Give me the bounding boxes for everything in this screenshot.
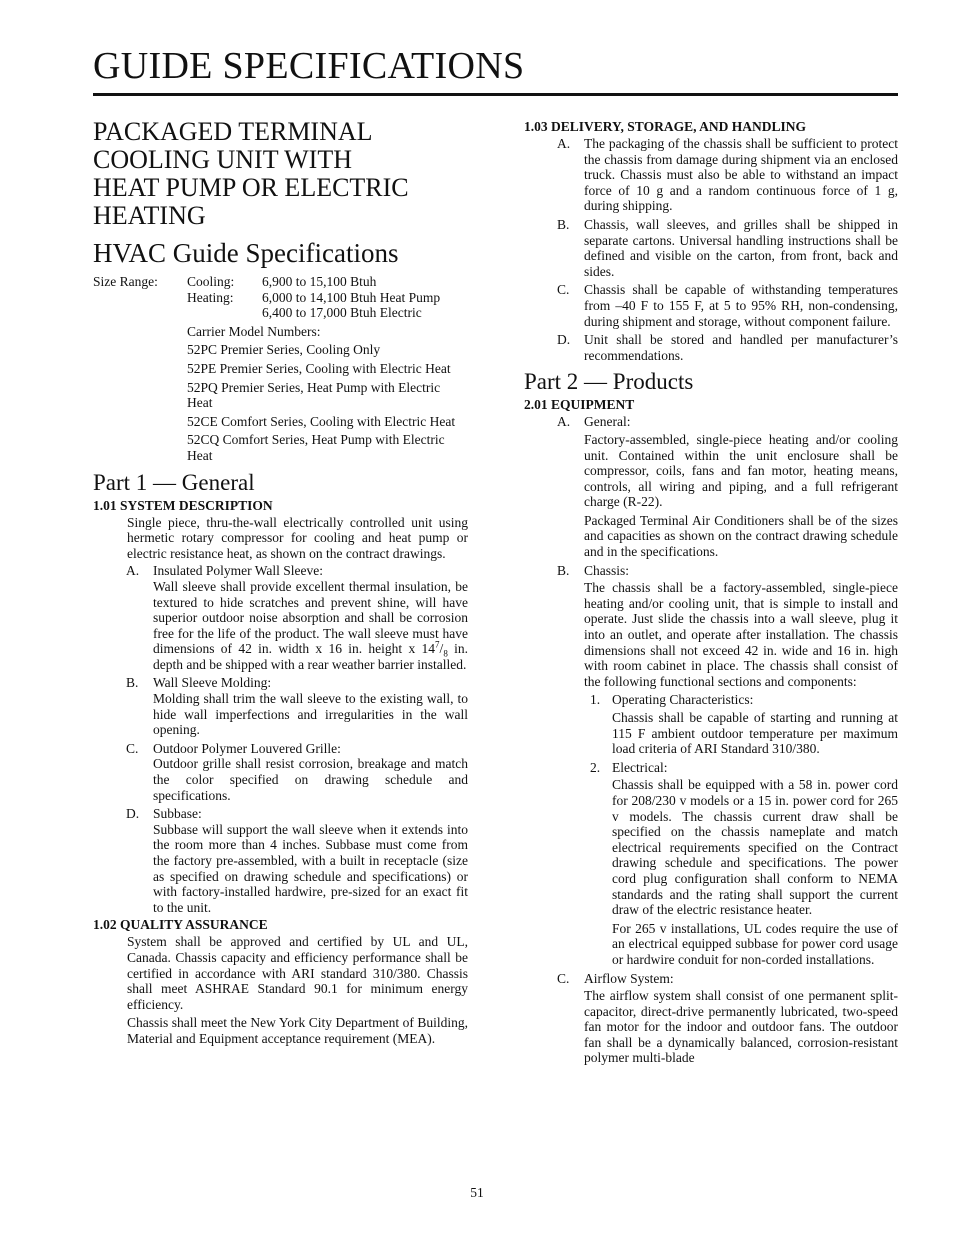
item-text: Chassis, wall sleeves, and grilles shall be shipped in separate cartons. Universal handling instructions shall be defined and visible on the carton, from front, back and sides. (584, 216, 898, 279)
item-103-b (524, 217, 898, 279)
item-201-c-text: The airflow system shall consist of one permanent split-capacitor, direct-drive permanently lubricated, two-speed fan motor for the indoor and outdoor fans. The outdoor fan shall be a dynamically balanced, corrosion-resistant polymer multi-blade (584, 988, 898, 1066)
heating-value-electric: 6,400 to 17,000 Btuh Electric (262, 305, 422, 321)
item-201-b1-text: Chassis shall be capable of starting and running at 115 F ambient outdoor temperature per maximum load criteria of ARI Standard 310/380. (612, 710, 898, 757)
item-201-b2-p1: Chassis shall be equipped with a 58 in. power cord for 208/230 v models or a 15 in. power cord for 265 v models. The chassis current draw shall be specified on the chassis nameplate and match electrical requirements specified on the Contract drawing schedule and specifications. The power cord plug configuration shall conform to NEMA standards and the rating shall support the current draw of the electric resistance heater. (612, 777, 898, 918)
item-201-b2-p2: For 265 v installations, UL codes require the use of an electrical equipped subbase for power cord usage or hardwire conduit for non-corded installations. (612, 920, 898, 967)
item-label: A. (557, 414, 571, 430)
item-101-c-text: Outdoor grille shall resist corrosion, breakage and match the color specified on drawing schedule and specifications. (153, 756, 468, 803)
part1-heading: Part 1 — General (93, 469, 255, 495)
item-title: Electrical: (612, 759, 668, 775)
item-101-b-text: Molding shall trim the wall sleeve to the existing wall, to hide wall imperfections and irregularities in the wall opening. (153, 691, 468, 738)
item-201-a-p2: Packaged Terminal Air Conditioners shall be of the sizes and capacities as shown on the contract drawing schedule and in the specifications. (584, 512, 898, 560)
section-103-heading: 1.03 DELIVERY, STORAGE, AND HANDLING (524, 119, 806, 134)
fraction-numerator: 7 (435, 639, 440, 650)
model-numbers-heading: Carrier Model Numbers: (187, 323, 321, 339)
right-column (524, 117, 898, 1066)
item-title: Insulated Polymer Wall Sleeve: (153, 563, 324, 579)
cooling-key: Cooling: (187, 274, 235, 289)
item-title: Outdoor Polymer Louvered Grille: (153, 740, 341, 756)
item-201-a-p1: Factory-assembled, single-piece heating and/or cooling unit. Contained within the unit enclosure shall be compressor, coils, fans and fan motor, heating means, controls, all wiring and piping, and a full refrigerant charge (R-22). (584, 431, 898, 510)
item-label: C. (557, 970, 570, 986)
document-heading-line: HEAT PUMP OR ELECTRIC (93, 173, 409, 202)
model-numbers (93, 324, 468, 464)
item-text: Unit shall be stored and handled per manufacturer’s recommendations. (584, 332, 898, 363)
document-heading (93, 118, 468, 230)
item-title: Wall Sleeve Molding: (153, 675, 272, 691)
item-101-a-text-end: in. depth and be shipped with a rear weather barrier installed. (153, 641, 468, 672)
item-title: Chassis: (584, 562, 630, 578)
item-101-d-text: Subbase will support the wall sleeve when it extends into the room more than 4 inches. Subbase must come from the factory pre-assembled, with a built in receptacle (size as specified on drawing schedule and specifications) or with factory-installed hardwire, pre-sized for an exact fit to the unit. (153, 821, 468, 915)
item-103-a (524, 136, 898, 214)
heating-value-heat-pump: 6,000 to 14,100 Btuh Heat Pump (262, 289, 441, 305)
item-label: B. (557, 562, 570, 578)
document-heading-line: HEATING (93, 201, 206, 230)
title-rule (93, 93, 898, 96)
item-101-d-title (93, 806, 468, 822)
item-label: D. (126, 806, 140, 822)
item-201-b2-title (524, 760, 898, 776)
document-heading-line: PACKAGED TERMINAL (93, 117, 373, 146)
item-201-b1-title (524, 692, 898, 708)
section-102-p1: System shall be approved and certified by UL and UL, Canada. Chassis capacity and efficiency performance shall be certified in accordance with ARI standard 310/380. Chassis shall meet ASHRAE Standard 90.1 for minimum energy efficiency. (127, 934, 468, 1012)
model-item: 52PE Premier Series, Cooling with Electric Heat (187, 360, 451, 376)
page-number: 51 (470, 1185, 484, 1200)
item-201-b-title (524, 563, 898, 579)
model-item: 52PC Premier Series, Cooling Only (187, 342, 381, 358)
left-column (93, 108, 468, 1047)
fraction-denominator: 8 (443, 648, 448, 659)
item-label: A. (557, 136, 571, 151)
item-201-b-text: The chassis shall be a factory-assembled, single-piece heating and/or cooling unit, that is simple to install and operate. Just slide the chassis into a wall sleeve, plug it into an outlet, and operate after installation. The chassis dimensions shall not exceed 42 in. wide and 16 in. high with room cabinet in place. The chassis shall consist of the following functional sections and components: (584, 580, 898, 689)
item-201-c-title (524, 971, 898, 987)
item-text: The packaging of the chassis shall be sufficient to protect the chassis from damage during shipment via an enclosed truck. Chassis must also be able to withstand an impact force of 10 g and a random continuous force of 1 g, during shipping. (584, 136, 898, 214)
section-102-heading: 1.02 QUALITY ASSURANCE (93, 917, 268, 933)
model-item: 52CQ Comfort Series, Heat Pump with Electric Heat (187, 432, 445, 463)
document-subheading: HVAC Guide Specifications (93, 238, 399, 268)
item-103-d (524, 332, 898, 363)
item-101-a-text-start: Wall sleeve shall provide excellent thermal insulation, be textured to hide scratches and prevent shine, will have superior outdoor noise absorption and shall be corrosion free for the life of the product. The wall sleeve must have dimensions of 42 in. width x 16 in. height x 14 (153, 578, 468, 657)
item-label: B. (557, 216, 570, 232)
page-title: GUIDE SPECIFICATIONS (93, 45, 525, 87)
size-range-label: Size Range: (93, 274, 158, 289)
item-label: B. (126, 675, 139, 691)
item-101-c-title (93, 741, 468, 757)
item-label: D. (557, 332, 571, 348)
model-item: 52PQ Premier Series, Heat Pump with Electric Heat (187, 379, 441, 411)
item-title: Subbase: (153, 806, 202, 822)
item-title: Airflow System: (584, 970, 674, 986)
document-heading-line: COOLING UNIT WITH (93, 145, 352, 174)
cooling-value: 6,900 to 15,100 Btuh (262, 274, 377, 289)
item-101-b-title (93, 675, 468, 691)
section-102-p2: Chassis shall meet the New York City Department of Building, Material and Equipment acceptance requirement (MEA). (127, 1015, 468, 1046)
size-row-heating (93, 290, 468, 306)
item-title: Operating Characteristics: (612, 692, 754, 708)
part2-heading: Part 2 — Products (524, 369, 694, 395)
size-range-table (93, 274, 468, 321)
item-label: C. (126, 740, 139, 756)
item-101-a-text: Wall sleeve shall provide excellent thermal insulation, be textured to hide scratches and prevent shine, will have superior outdoor noise absorption and shall be corrosion free for the life of the product. The wall sleeve must have dimensions of 42 in. width x 16 in. height x $14^7/_8$ in. depth and be shipped with a rear weather barrier installed. (153, 578, 468, 672)
item-103-c (524, 282, 898, 329)
item-label: A. (126, 563, 140, 579)
heating-key: Heating: (187, 289, 234, 305)
model-item: 52CE Comfort Series, Cooling with Electric Heat (187, 413, 456, 429)
item-label: 2. (590, 759, 601, 775)
item-101-a-title (93, 563, 468, 579)
item-201-a-title (524, 414, 898, 430)
item-text: Chassis shall be capable of withstanding temperatures from –40 F to 155 F, at 5 to 95% RH, non-condensing, during shipment and storage, without component failure. (584, 282, 898, 329)
item-title: General: (584, 414, 631, 430)
item-label: C. (557, 282, 570, 298)
section-101-heading: 1.01 SYSTEM DESCRIPTION (93, 497, 273, 513)
size-row-cooling (93, 274, 468, 290)
section-201-heading: 2.01 EQUIPMENT (524, 397, 635, 413)
item-label: 1. (590, 692, 601, 708)
size-row-heating-electric (93, 305, 468, 321)
section-101-intro: Single piece, thru-the-wall electrically controlled unit using hermetic rotary compressor for cooling and heat pump or electric resistance heat, as shown on the contract drawings. (127, 514, 468, 561)
